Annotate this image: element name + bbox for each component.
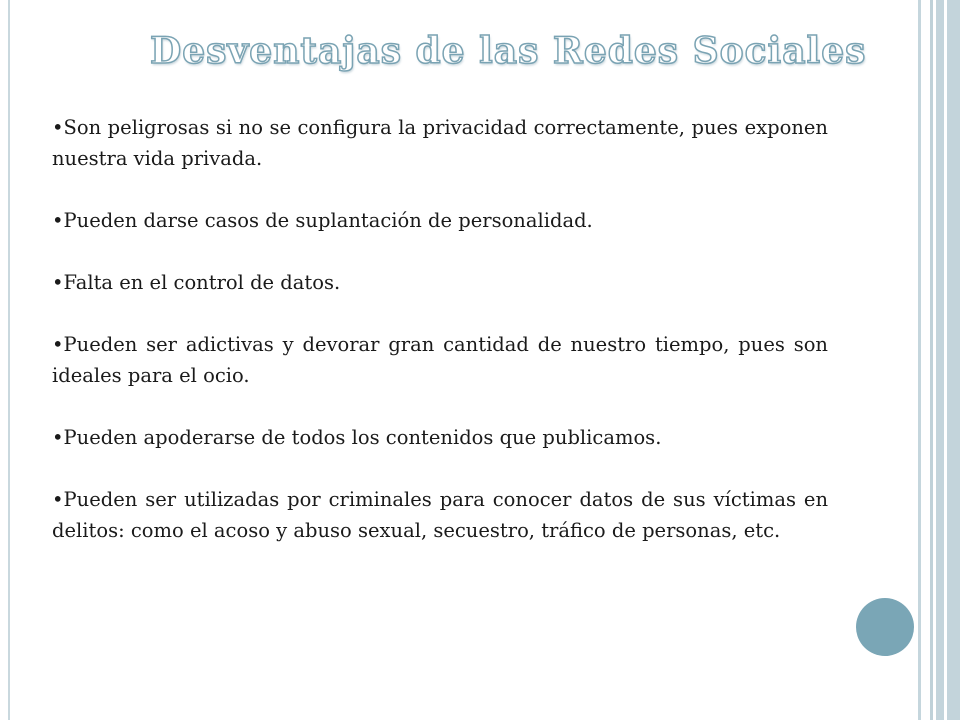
bullet-text: Falta en el control de datos. (63, 271, 341, 294)
bullet-marker: • (52, 488, 64, 511)
decor-circle (856, 598, 914, 656)
bullet-item (52, 267, 828, 298)
bullet-text: Pueden darse casos de suplantación de personalidad. (63, 209, 593, 232)
bullet-item (52, 205, 828, 236)
decor-stripe-gap (921, 0, 930, 720)
decor-stripe-wide (936, 0, 960, 720)
bullet-text: Pueden ser utilizadas por criminales para conocer datos de sus víctimas en delitos: como el acoso y abuso sexual, secuestro, tráfico de personas, etc. (52, 488, 828, 542)
slide-title: Desventajas de las Redes Sociales (150, 30, 867, 72)
bullet-marker: • (52, 333, 64, 356)
bullet-text: Pueden ser adictivas y devorar gran cantidad de nuestro tiempo, pues son ideales para el ocio. (52, 333, 828, 387)
bullet-text: Son peligrosas si no se configura la privacidad correctamente, pues exponen nuestra vida privada. (52, 116, 828, 170)
decor-stripe-gap (944, 0, 947, 720)
bullet-marker: • (52, 426, 64, 449)
slide-left-border (8, 0, 10, 720)
bullet-marker: • (52, 271, 64, 294)
bullet-item (52, 422, 828, 453)
bullet-item (52, 112, 828, 174)
bullet-item (52, 484, 828, 546)
bullet-list (52, 112, 828, 546)
bullet-text: Pueden apoderarse de todos los contenidos que publicamos. (63, 426, 662, 449)
bullet-item (52, 329, 828, 391)
bullet-marker: • (52, 209, 64, 232)
bullet-marker: • (52, 116, 64, 139)
